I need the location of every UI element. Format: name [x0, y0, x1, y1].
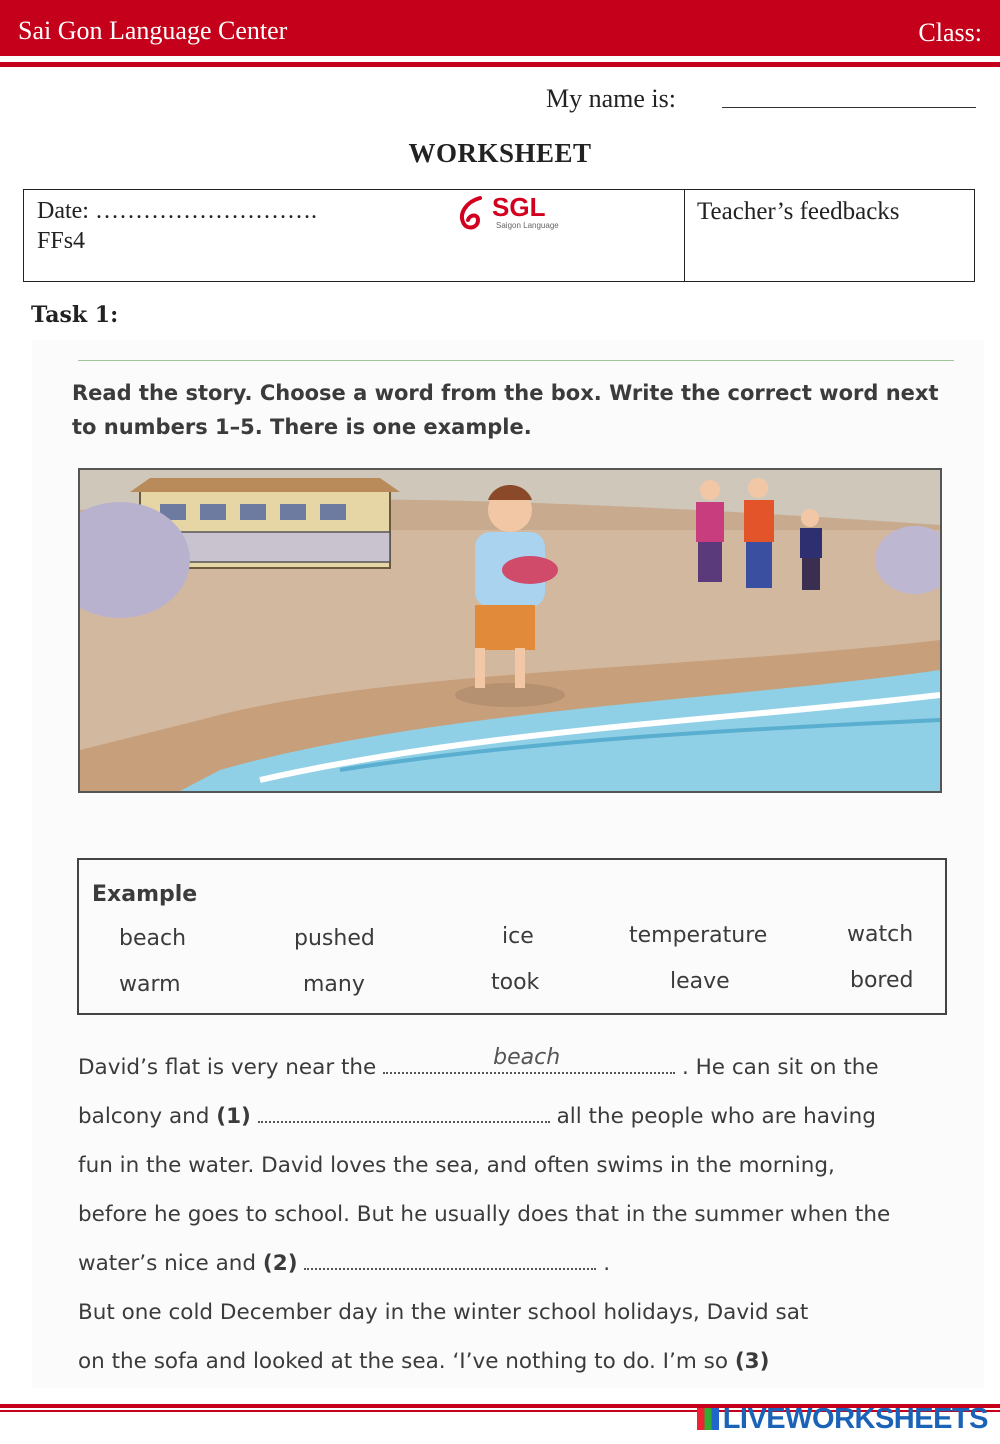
word-bored: bored: [850, 968, 914, 993]
story-line-7: on the sofa and looked at the sea. ‘I’ve nothing to do. I’m so (3): [78, 1349, 770, 1374]
class-label: Class:: [918, 18, 982, 47]
sgl-logo: [456, 192, 566, 236]
info-table: [23, 189, 975, 282]
number-3: (3): [734, 1349, 770, 1374]
story-line-2: balcony and (1) all the people who are having: [78, 1104, 876, 1129]
logo-subtext: Saigon Language: [496, 221, 559, 230]
word-warm: warm: [119, 972, 181, 997]
task-label: Task 1:: [31, 302, 119, 328]
word-leave: leave: [670, 969, 730, 994]
liveworksheets-icon: [697, 1408, 719, 1430]
word-watch: watch: [847, 922, 914, 947]
number-2: (2): [262, 1251, 298, 1276]
story-line-1: David’s flat is very near the beach . He can sit on the: [78, 1045, 879, 1080]
beach-illustration: [78, 468, 942, 793]
table-divider: [684, 190, 685, 281]
word-pushed: pushed: [294, 926, 375, 951]
liveworksheets-logo: [697, 1403, 988, 1436]
center-name: Sai Gon Language Center: [18, 16, 288, 45]
word-beach: beach: [119, 926, 187, 951]
word-box: [77, 858, 947, 1015]
liveworksheets-text: LIVEWORKSHEETS: [722, 1403, 988, 1435]
scanned-page: [32, 340, 984, 1388]
page-title: WORKSHEET: [408, 138, 592, 168]
beach-scene-image: [80, 470, 940, 791]
answer-2-blank[interactable]: [304, 1252, 596, 1270]
word-temperature: temperature: [629, 923, 768, 948]
story-line-3: fun in the water. David loves the sea, and often swims in the morning,: [78, 1153, 835, 1178]
instructions: Read the story. Choose a word from the box. Write the correct word next to numbers 1–5. There is one example.: [72, 381, 939, 439]
story-line-6: But one cold December day in the winter school holidays, David sat: [78, 1300, 809, 1325]
word-ice: ice: [502, 924, 534, 949]
example-label: Example: [92, 882, 198, 907]
header-divider: [0, 62, 1000, 67]
teacher-feedback-label: Teacher’s feedbacks: [697, 198, 900, 225]
header-bar: [0, 0, 1000, 56]
name-label: My name is:: [546, 84, 676, 113]
answer-1-blank[interactable]: [258, 1105, 550, 1123]
number-1: (1): [216, 1104, 251, 1129]
green-rule: [78, 360, 954, 361]
example-answer: beach: [493, 1045, 561, 1070]
sgl-swoosh-icon: [456, 194, 492, 234]
name-input-line[interactable]: [722, 107, 976, 108]
date-field: Date: ……………………….: [37, 198, 317, 224]
logo-text: SGL: [492, 192, 546, 222]
example-answer-blank: [383, 1045, 675, 1074]
word-many: many: [303, 972, 365, 997]
class-code: FFs4: [37, 228, 86, 254]
word-took: took: [491, 970, 540, 995]
story-line-4: before he goes to school. But he usually does that in the summer when the: [78, 1202, 891, 1227]
story-line-5: water’s nice and (2) .: [78, 1251, 611, 1276]
